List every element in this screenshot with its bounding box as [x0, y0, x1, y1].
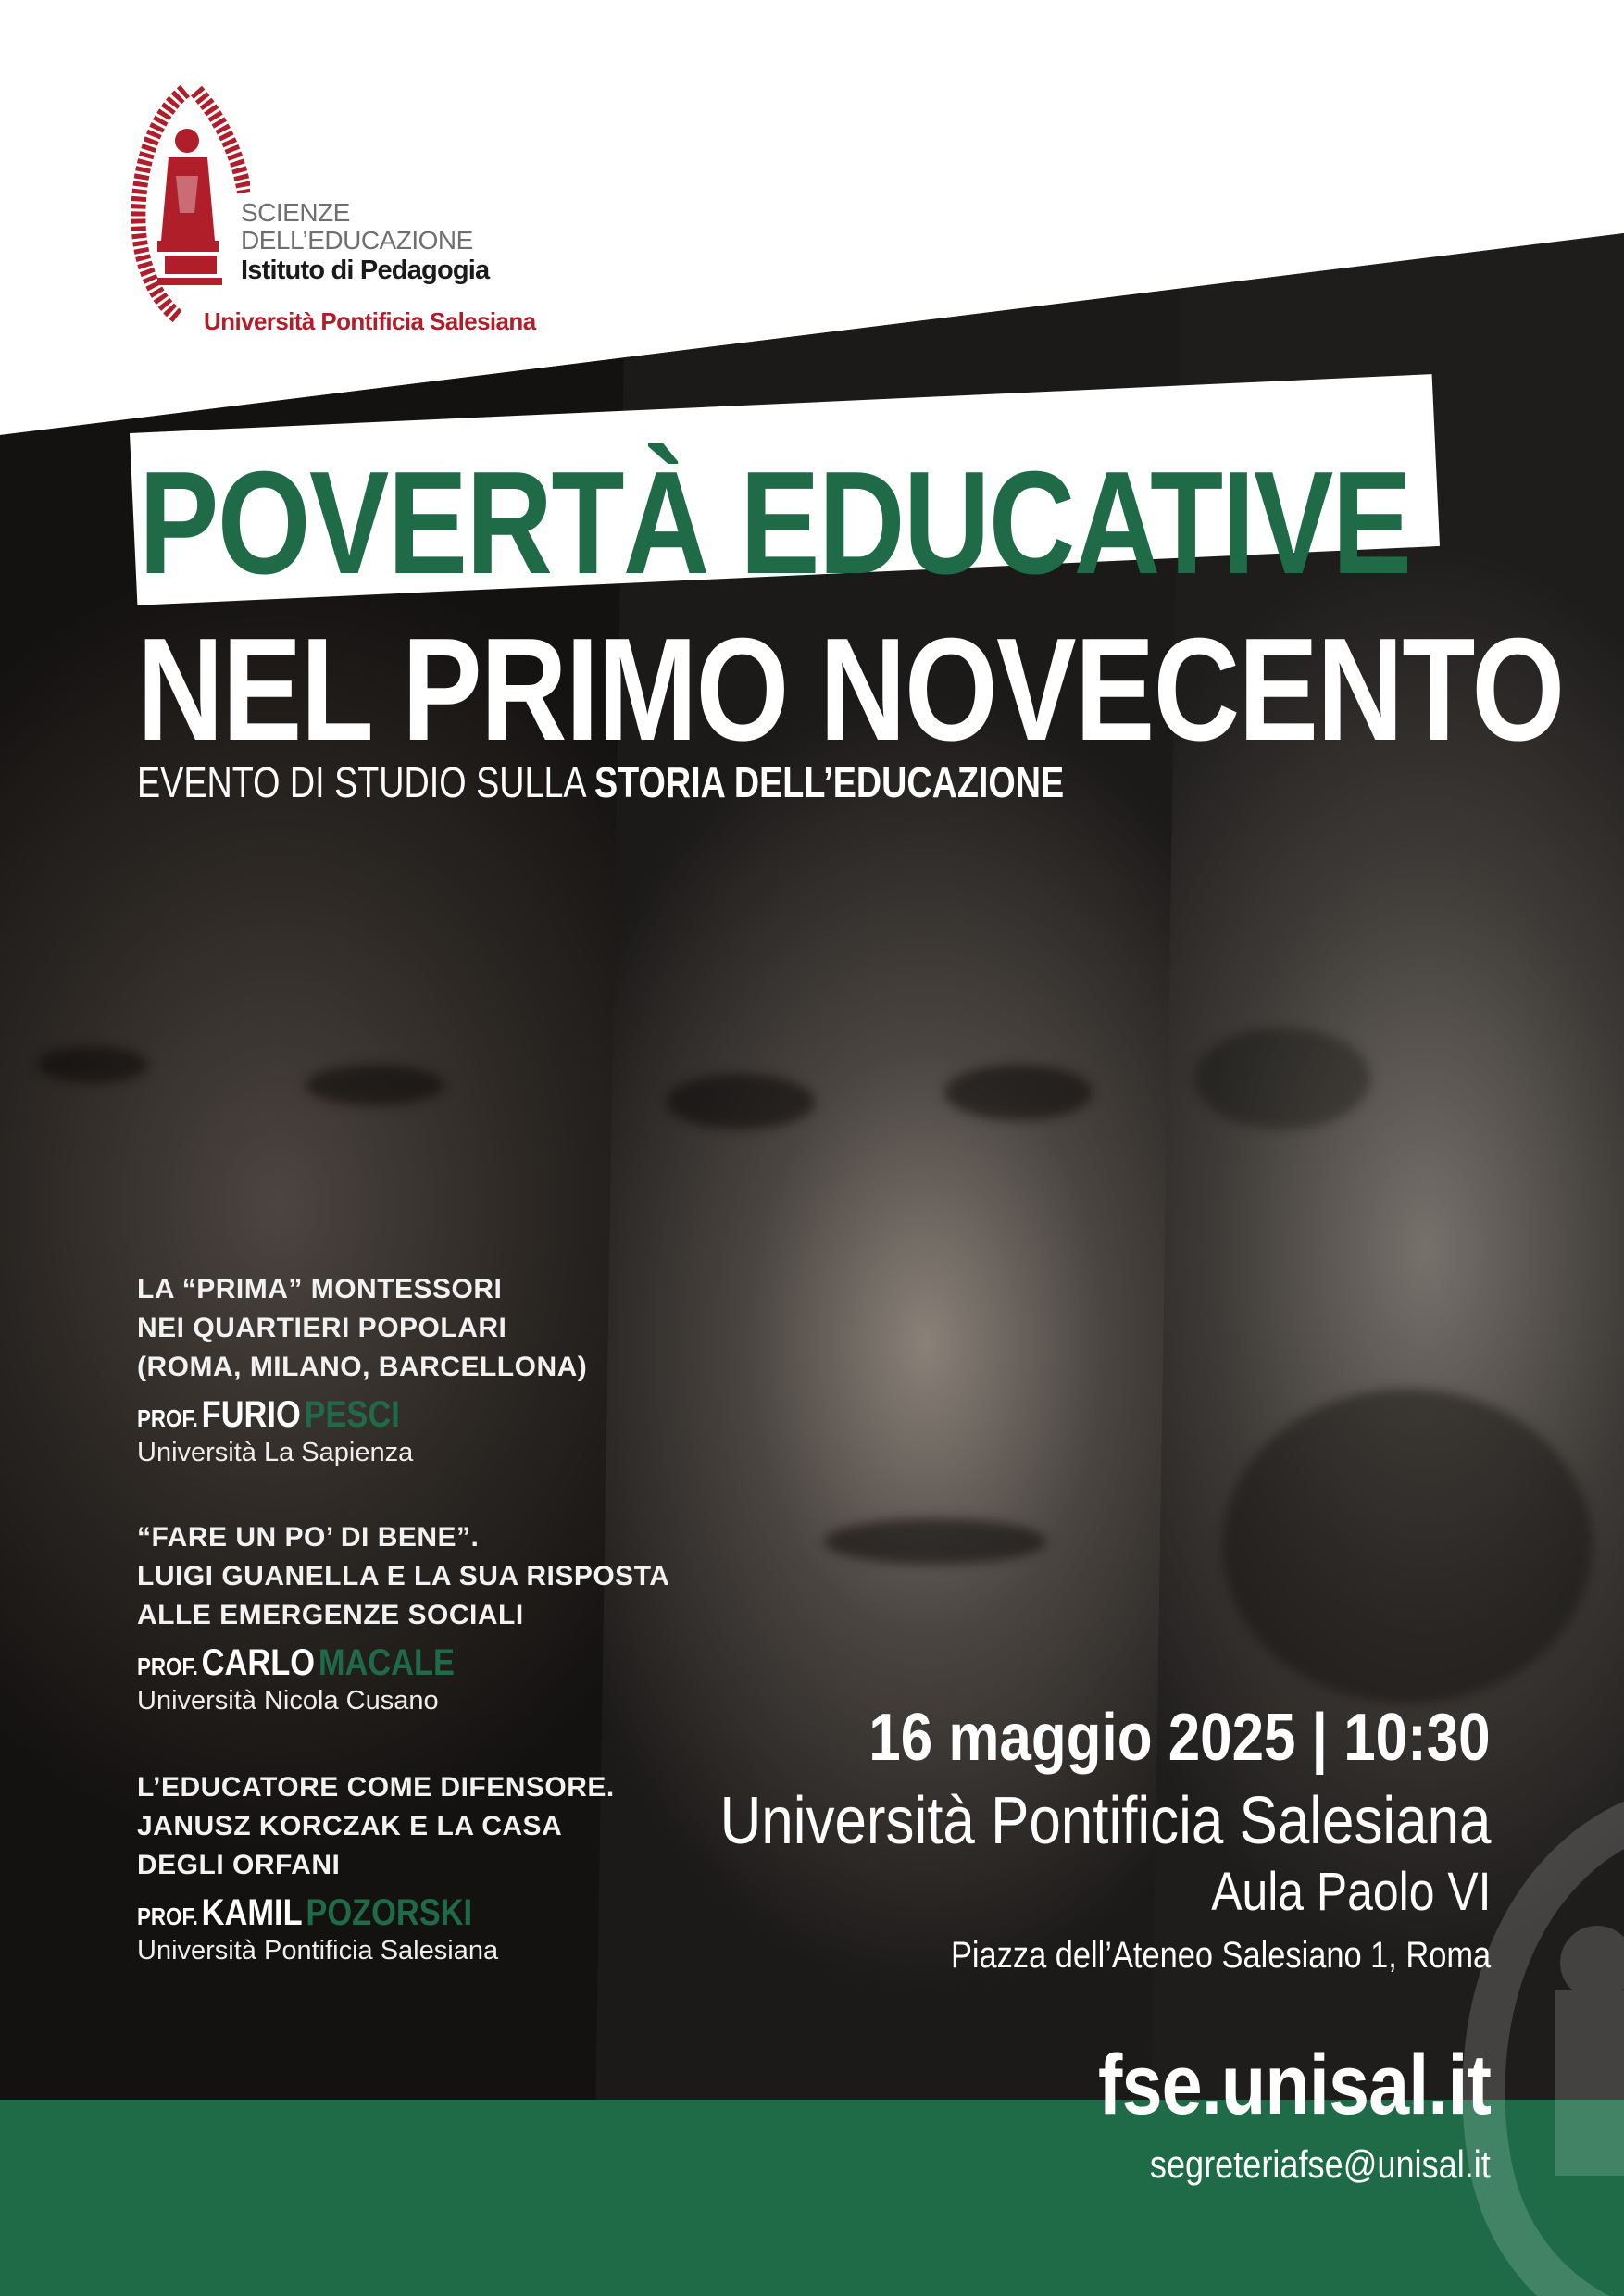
- logo-text-university: Università Pontificia Salesiana: [204, 307, 536, 335]
- website-link[interactable]: fse.unisal.it: [1097, 2038, 1491, 2132]
- event-room: Aula Paolo VI: [1210, 1862, 1491, 1922]
- talk-title-line: (ROMA, MILANO, BARCELLONA): [137, 1352, 588, 1382]
- speaker-name: [137, 1394, 646, 1436]
- speaker-affiliation: Università La Sapienza: [137, 1438, 414, 1467]
- speaker-first-name: CARLO: [201, 1642, 315, 1683]
- email-link[interactable]: segreteriafse@unisal.it: [1150, 2142, 1491, 2186]
- talk-title-line: L’EDUCATORE COME DIFENSORE.: [137, 1772, 615, 1803]
- event-date-time: 16 maggio 2025 | 10:30: [868, 1701, 1491, 1775]
- institute-logo: [130, 83, 536, 343]
- speaker-affiliation: Università Nicola Cusano: [137, 1686, 439, 1716]
- speaker-name: [137, 1892, 646, 1934]
- talk-title-line: LUIGI GUANELLA E LA SUA RISPOSTA: [137, 1561, 670, 1591]
- subtitle: [137, 757, 1064, 807]
- talk-title-line: ALLE EMERGENZE SOCIALI: [137, 1600, 524, 1630]
- speaker-last-name: MACALE: [318, 1642, 455, 1683]
- speaker-first-name: KAMIL: [201, 1892, 303, 1933]
- talk-title: [137, 1768, 730, 1885]
- talk-item: [137, 1768, 730, 1966]
- speaker-last-name: POZORSKI: [306, 1892, 473, 1933]
- speaker-prof: PROF.: [137, 1653, 198, 1680]
- event-university: Università Pontificia Salesiana: [719, 1784, 1491, 1858]
- speaker-last-name: PESCI: [304, 1394, 400, 1435]
- logo-text-scienze: SCIENZE: [241, 198, 350, 227]
- title-line-2: NEL PRIMO NOVECENTO: [137, 608, 1564, 771]
- talk-title-line: “FARE UN PO’ DI BENE”.: [137, 1522, 480, 1553]
- talk-title-line: JANUSZ KORCZAK E LA CASA: [137, 1811, 563, 1841]
- talk-title: [137, 1270, 730, 1387]
- talk-title-line: NEI QUARTIERI POPOLARI: [137, 1313, 507, 1343]
- talk-item: [137, 1518, 730, 1716]
- subtitle-bold: STORIA DELL’EDUCAZIONE: [593, 758, 1065, 806]
- title-line-1: POVERTÀ EDUCATIVE: [139, 442, 1411, 605]
- speaker-name: [137, 1642, 646, 1684]
- speaker-prof: PROF.: [137, 1404, 198, 1432]
- logo-text-educazione: DELL’EDUCAZIONE: [241, 226, 473, 255]
- speaker-prof: PROF.: [137, 1903, 198, 1930]
- subtitle-regular: EVENTO DI STUDIO SULLA: [137, 758, 594, 806]
- speaker-affiliation: Università Pontificia Salesiana: [137, 1936, 499, 1965]
- speaker-first-name: FURIO: [201, 1394, 301, 1435]
- university-seal-icon: [130, 83, 250, 333]
- talk-item: [137, 1270, 730, 1468]
- talk-title: [137, 1518, 730, 1635]
- talk-title-line: LA “PRIMA” MONTESSORI: [137, 1274, 503, 1304]
- logo-text-istituto: Istituto di Pedagogia: [241, 256, 490, 285]
- event-address: Piazza dell’Ateneo Salesiano 1, Roma: [950, 1935, 1491, 1976]
- talk-title-line: DEGLI ORFANI: [137, 1850, 341, 1880]
